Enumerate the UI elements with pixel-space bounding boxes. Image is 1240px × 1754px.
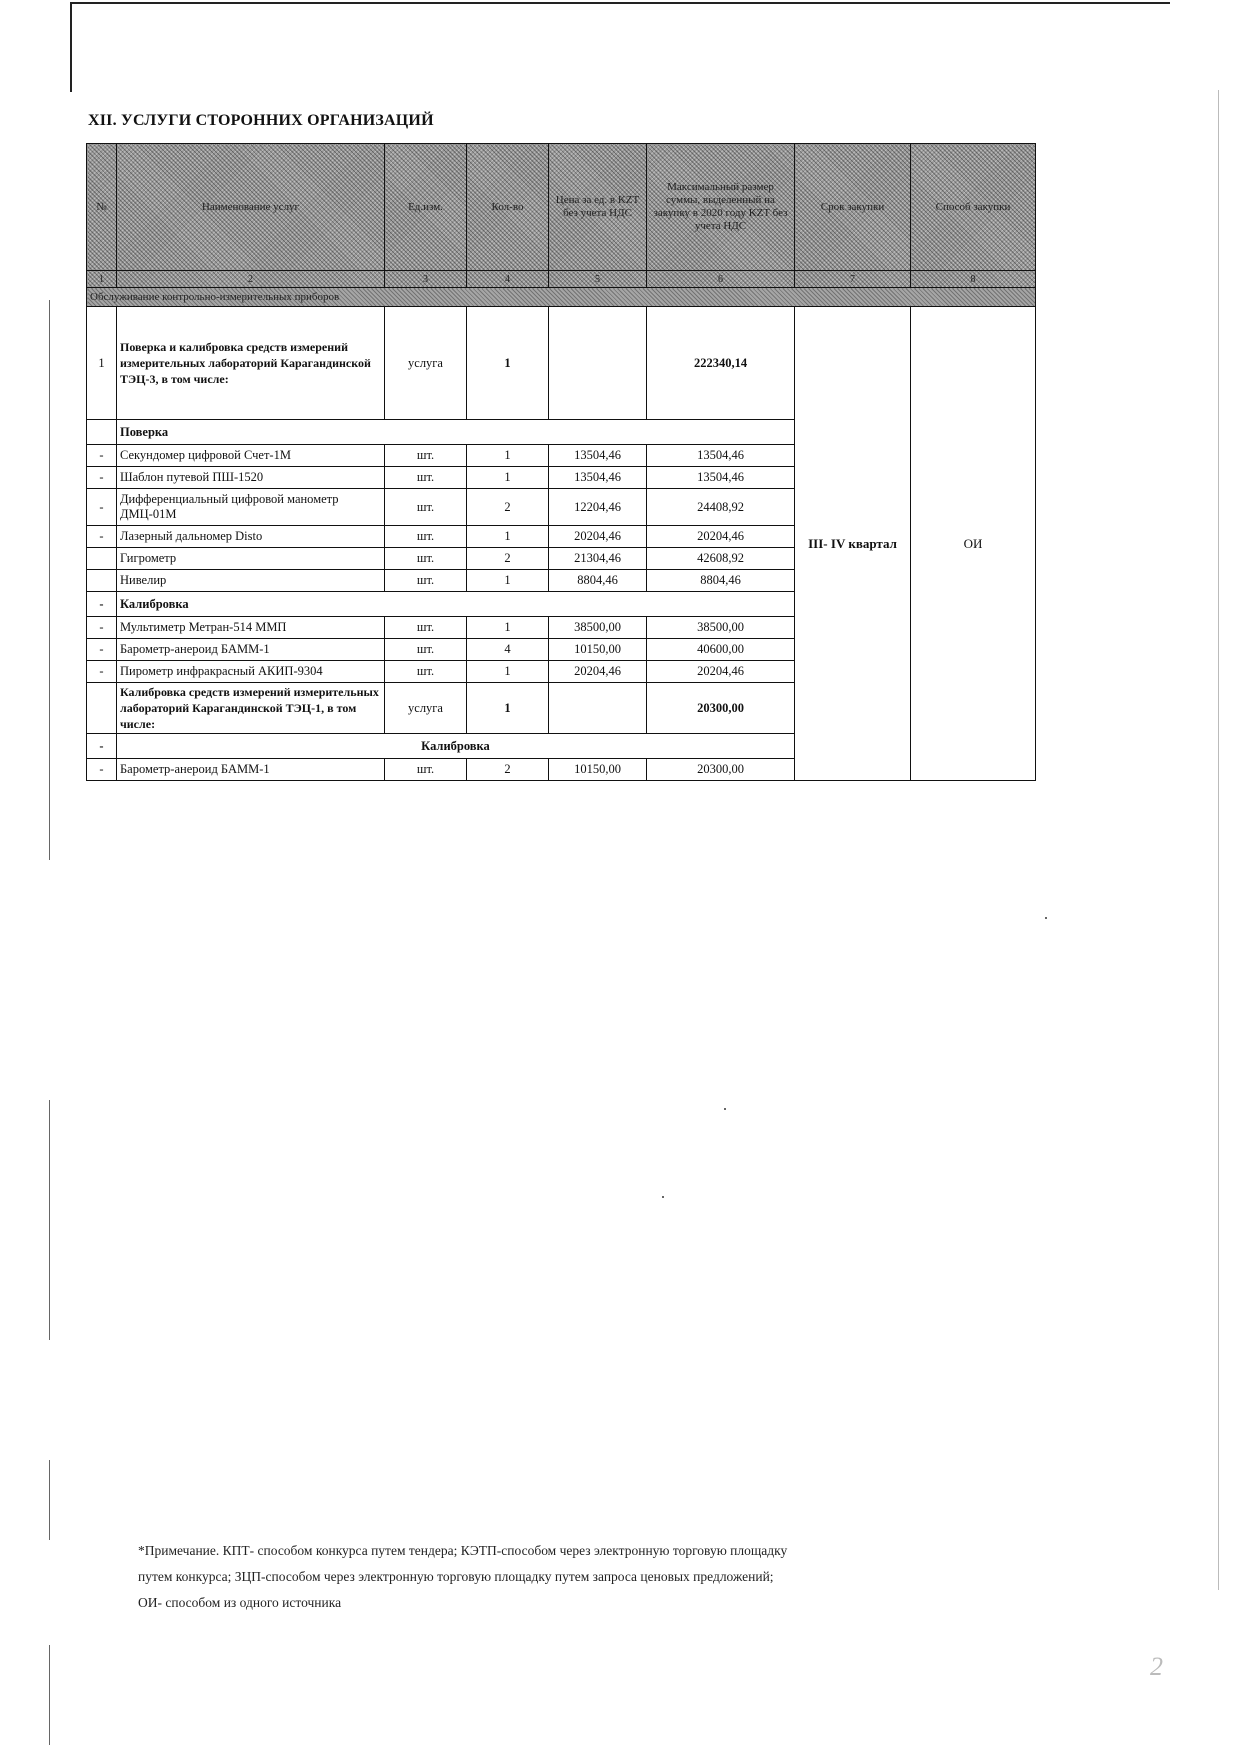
row-unit: шт. bbox=[385, 526, 467, 548]
row-price: 38500,00 bbox=[549, 617, 647, 639]
row-num bbox=[87, 548, 117, 570]
row-qty: 2 bbox=[467, 759, 549, 781]
row-price: 21304,46 bbox=[549, 548, 647, 570]
row-price: 20204,46 bbox=[549, 526, 647, 548]
row-qty: 1 bbox=[467, 526, 549, 548]
scan-speck bbox=[1045, 917, 1047, 919]
row-num: - bbox=[87, 489, 117, 526]
header-num: № bbox=[87, 144, 117, 271]
scan-speck bbox=[662, 1196, 664, 1198]
group-row bbox=[87, 288, 1036, 307]
row-sum: 24408,92 bbox=[647, 489, 795, 526]
row-sum: 42608,92 bbox=[647, 548, 795, 570]
subsection-num: - bbox=[87, 734, 117, 759]
row-num: - bbox=[87, 639, 117, 661]
footnote-line: ОИ- способом из одного источника bbox=[138, 1595, 342, 1610]
header-numbers-row bbox=[87, 271, 1036, 288]
scan-margin-line bbox=[49, 300, 50, 860]
subsection-num bbox=[87, 420, 117, 445]
row-price: 8804,46 bbox=[549, 570, 647, 592]
row-sum: 20300,00 bbox=[647, 759, 795, 781]
row-qty: 1 bbox=[467, 445, 549, 467]
footnote-line: *Примечание. КПТ- способом конкурса путем тендера; КЭТП-способом через электронную торговую площадку bbox=[138, 1543, 788, 1558]
row-num bbox=[87, 570, 117, 592]
row-sum: 20204,46 bbox=[647, 526, 795, 548]
main-2-sum: 20300,00 bbox=[647, 683, 795, 734]
header-name: Наименование услуг bbox=[117, 144, 385, 271]
main-1-name: Поверка и калибровка средств измерений измерительных лабораторий Карагандинской ТЭЦ-3, в том числе: bbox=[117, 307, 385, 420]
footnote-line: путем конкурса; ЗЦП-способом через электронную торговую площадку путем запроса ценовых предложений; bbox=[138, 1569, 774, 1584]
header-number: 3 bbox=[385, 271, 467, 288]
row-qty: 1 bbox=[467, 661, 549, 683]
row-unit: шт. bbox=[385, 639, 467, 661]
row-unit: шт. bbox=[385, 548, 467, 570]
row-qty: 4 bbox=[467, 639, 549, 661]
scan-speck bbox=[724, 1108, 726, 1110]
header-max-sum: Максимальный размер суммы, выделенный на закупку в 2020 году KZT без учета НДС bbox=[647, 144, 795, 271]
row-num: - bbox=[87, 467, 117, 489]
row-num: - bbox=[87, 526, 117, 548]
subsection-num: - bbox=[87, 592, 117, 617]
row-qty: 2 bbox=[467, 548, 549, 570]
main-service-row-1 bbox=[87, 307, 1036, 420]
subsection-kalibrovka-2-label: Калибровка bbox=[117, 734, 795, 759]
row-price: 13504,46 bbox=[549, 445, 647, 467]
row-num: - bbox=[87, 617, 117, 639]
header-number: 6 bbox=[647, 271, 795, 288]
main-2-price bbox=[549, 683, 647, 734]
row-name: Гигрометр bbox=[117, 548, 385, 570]
period-cell: III- IV квартал bbox=[795, 307, 911, 781]
row-sum: 20204,46 bbox=[647, 661, 795, 683]
row-name: Барометр-анероид БАММ-1 bbox=[117, 759, 385, 781]
main-1-price bbox=[549, 307, 647, 420]
row-name: Шаблон путевой ПШ-1520 bbox=[117, 467, 385, 489]
row-name: Дифференциальный цифровой манометр ДМЦ-01М bbox=[117, 489, 385, 526]
header-number: 4 bbox=[467, 271, 549, 288]
header-number: 1 bbox=[87, 271, 117, 288]
section-title: XII. УСЛУГИ СТОРОННИХ ОРГАНИЗАЦИЙ bbox=[88, 112, 434, 129]
row-price: 10150,00 bbox=[549, 759, 647, 781]
scan-margin-line bbox=[49, 1645, 50, 1745]
row-num: - bbox=[87, 661, 117, 683]
row-sum: 13504,46 bbox=[647, 467, 795, 489]
main-2-unit: услуга bbox=[385, 683, 467, 734]
header-number: 7 bbox=[795, 271, 911, 288]
row-unit: шт. bbox=[385, 759, 467, 781]
row-price: 12204,46 bbox=[549, 489, 647, 526]
header-number: 8 bbox=[911, 271, 1036, 288]
row-qty: 2 bbox=[467, 489, 549, 526]
row-name: Барометр-анероид БАММ-1 bbox=[117, 639, 385, 661]
footnote bbox=[138, 1538, 938, 1616]
row-name: Мультиметр Метран-514 ММП bbox=[117, 617, 385, 639]
row-num: - bbox=[87, 445, 117, 467]
main-2-qty: 1 bbox=[467, 683, 549, 734]
header-number: 2 bbox=[117, 271, 385, 288]
main-1-sum: 222340,14 bbox=[647, 307, 795, 420]
row-qty: 1 bbox=[467, 467, 549, 489]
subsection-kalibrovka-label: Калибровка bbox=[117, 592, 795, 617]
method-cell: ОИ bbox=[911, 307, 1036, 781]
scan-edge-top bbox=[70, 2, 1170, 4]
main-1-unit: услуга bbox=[385, 307, 467, 420]
scan-margin-line bbox=[49, 1460, 50, 1540]
row-num: - bbox=[87, 759, 117, 781]
row-sum: 38500,00 bbox=[647, 617, 795, 639]
main-1-num: 1 bbox=[87, 307, 117, 420]
row-sum: 13504,46 bbox=[647, 445, 795, 467]
page-number: 2 bbox=[1150, 1652, 1163, 1681]
services-table bbox=[86, 143, 1036, 781]
header-qty: Кол-во bbox=[467, 144, 549, 271]
row-price: 10150,00 bbox=[549, 639, 647, 661]
row-unit: шт. bbox=[385, 617, 467, 639]
row-qty: 1 bbox=[467, 570, 549, 592]
header-period: Срок закупки bbox=[795, 144, 911, 271]
scan-edge-right bbox=[1218, 90, 1219, 1590]
main-2-name: Калибровка средств измерений измерительных лабораторий Карагандинской ТЭЦ-1, в том числе: bbox=[117, 683, 385, 734]
row-name: Лазерный дальномер Disto bbox=[117, 526, 385, 548]
row-sum: 40600,00 bbox=[647, 639, 795, 661]
header-method: Способ закупки bbox=[911, 144, 1036, 271]
group-label: Обслуживание контрольно-измерительных приборов bbox=[87, 288, 1036, 307]
row-sum: 8804,46 bbox=[647, 570, 795, 592]
scan-edge-left bbox=[70, 2, 72, 92]
row-price: 20204,46 bbox=[549, 661, 647, 683]
row-name: Нивелир bbox=[117, 570, 385, 592]
row-name: Пирометр инфракрасный АКИП-9304 bbox=[117, 661, 385, 683]
row-unit: шт. bbox=[385, 467, 467, 489]
header-row bbox=[87, 144, 1036, 271]
header-unit: Ед.изм. bbox=[385, 144, 467, 271]
row-unit: шт. bbox=[385, 661, 467, 683]
row-name: Секундомер цифровой Счет-1М bbox=[117, 445, 385, 467]
row-price: 13504,46 bbox=[549, 467, 647, 489]
row-unit: шт. bbox=[385, 445, 467, 467]
row-qty: 1 bbox=[467, 617, 549, 639]
main-2-num bbox=[87, 683, 117, 734]
subsection-poverka-label: Поверка bbox=[117, 420, 795, 445]
row-unit: шт. bbox=[385, 489, 467, 526]
main-1-qty: 1 bbox=[467, 307, 549, 420]
header-number: 5 bbox=[549, 271, 647, 288]
row-unit: шт. bbox=[385, 570, 467, 592]
header-price: Цена за ед. в KZT без учета НДС bbox=[549, 144, 647, 271]
scan-margin-line bbox=[49, 1100, 50, 1340]
